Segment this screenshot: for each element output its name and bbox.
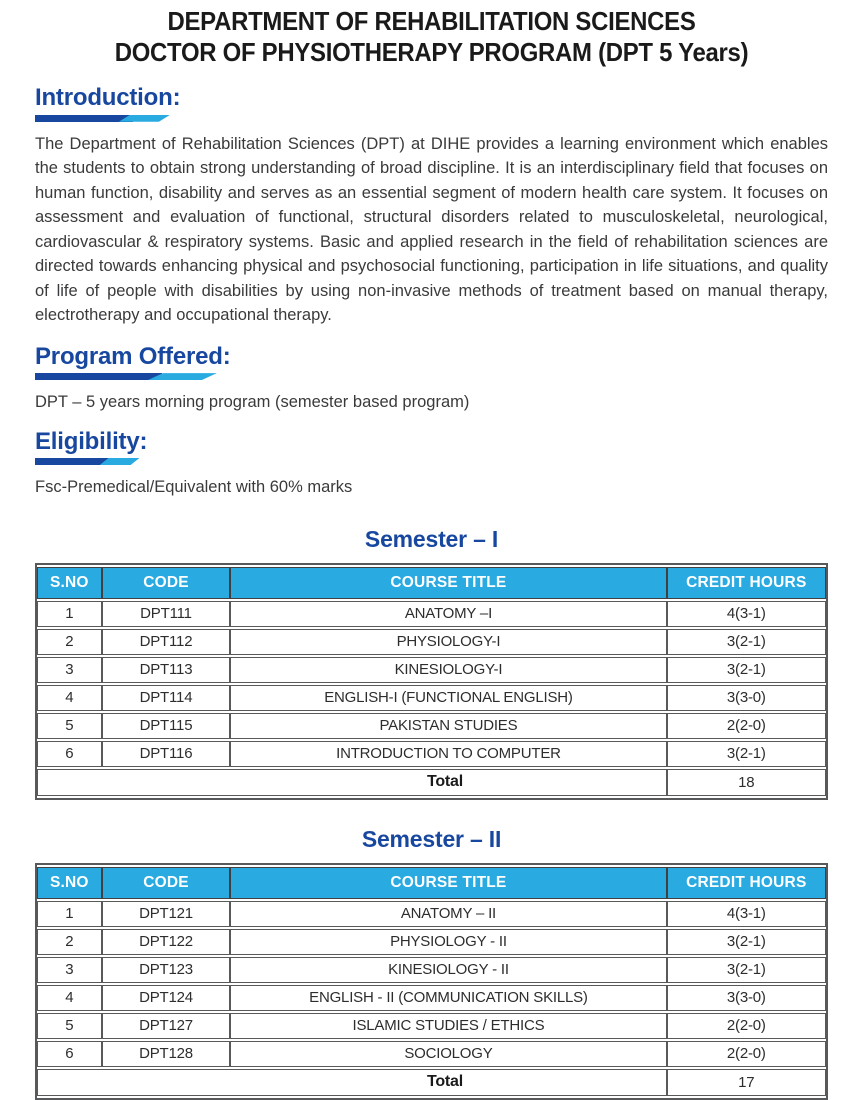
cell-course-title: INTRODUCTION TO COMPUTER — [230, 741, 666, 767]
table-header-row — [37, 567, 826, 599]
cell-credit-hours: 2(2-0) — [667, 1041, 826, 1067]
semester-1-table-frame — [35, 563, 828, 800]
table-row — [37, 601, 826, 627]
cell-code: DPT124 — [102, 985, 231, 1011]
cell-code: DPT123 — [102, 957, 231, 983]
cell-code: DPT115 — [102, 713, 231, 739]
section-introduction-header — [35, 85, 180, 121]
program-offered-underline-bar — [35, 373, 217, 380]
introduction-underline-bar — [35, 115, 170, 122]
table-row — [37, 929, 826, 955]
total-label: Total — [37, 1069, 667, 1096]
total-value: 18 — [667, 769, 826, 796]
eligibility-underline-bar — [35, 458, 139, 465]
semester-2-title: Semester – II — [361, 825, 502, 852]
cell-sno: 2 — [37, 629, 102, 655]
table-row — [37, 741, 826, 767]
cell-code: DPT121 — [102, 901, 231, 927]
cell-code: DPT122 — [102, 929, 231, 955]
cell-sno: 4 — [37, 985, 102, 1011]
semester-2-table — [37, 865, 826, 1098]
cell-course-title: KINESIOLOGY - II — [230, 957, 666, 983]
table-header-row — [37, 867, 826, 899]
table-row — [37, 1013, 826, 1039]
document-title — [35, 6, 828, 67]
header-sno: S.NO — [37, 567, 102, 599]
underline-dark-segment — [35, 373, 162, 380]
cell-credit-hours: 3(2-1) — [667, 629, 826, 655]
cell-sno: 3 — [37, 957, 102, 983]
total-label: Total — [37, 769, 667, 796]
cell-credit-hours: 3(2-1) — [667, 657, 826, 683]
cell-sno: 6 — [37, 741, 102, 767]
table-total-row — [37, 1069, 826, 1096]
program-offered-heading: Program Offered: — [35, 342, 231, 370]
table-row — [37, 685, 826, 711]
header-sno: S.NO — [37, 867, 102, 899]
header-course-title: COURSE TITLE — [230, 567, 666, 599]
total-value: 17 — [667, 1069, 826, 1096]
underline-dark-segment — [35, 115, 133, 122]
cell-code: DPT113 — [102, 657, 231, 683]
table-row — [37, 657, 826, 683]
cell-code: DPT116 — [102, 741, 231, 767]
cell-course-title: ENGLISH-I (FUNCTIONAL ENGLISH) — [230, 685, 666, 711]
section-program-offered-header — [35, 344, 231, 380]
header-credit-hours: CREDIT HOURS — [667, 867, 826, 899]
cell-course-title: PHYSIOLOGY - II — [230, 929, 666, 955]
cell-sno: 4 — [37, 685, 102, 711]
cell-code: DPT111 — [102, 601, 231, 627]
cell-code: DPT112 — [102, 629, 231, 655]
cell-credit-hours: 4(3-1) — [667, 601, 826, 627]
introduction-paragraph: The Department of Rehabilitation Sciences (DPT) at DIHE provides a learning environment which enables the students to obtain strong understanding of broad discipline. It is an interdisciplinary field that focuses on human function, disability and serves as an essential segment of modern health care system. It focuses on assessment and evaluation of functional, structural disorders related to musculoskeletal, neurological, cardiovascular & respiratory systems. Basic and applied research in the field of rehabilitation sciences are directed towards enhancing physical and psychosocial functioning, participation in life situations, and quality of life of people with disabilities by using non-invasive methods of treatment based on manual therapy, electrotherapy and occupational therapy. — [35, 134, 828, 325]
header-course-title: COURSE TITLE — [230, 867, 666, 899]
cell-credit-hours: 2(2-0) — [667, 1013, 826, 1039]
eligibility-heading: Eligibility: — [35, 427, 148, 455]
table-row — [37, 957, 826, 983]
document-title-line-2: DOCTOR OF PHYSIOTHERAPY PROGRAM (DPT 5 Years) — [114, 36, 749, 67]
cell-course-title: ENGLISH - II (COMMUNICATION SKILLS) — [230, 985, 666, 1011]
cell-sno: 2 — [37, 929, 102, 955]
cell-credit-hours: 3(2-1) — [667, 929, 826, 955]
cell-course-title: PHYSIOLOGY-I — [230, 629, 666, 655]
header-code: CODE — [102, 867, 231, 899]
cell-course-title: KINESIOLOGY-I — [230, 657, 666, 683]
cell-sno: 1 — [37, 901, 102, 927]
program-offered-text: DPT – 5 years morning program (semester based program) — [35, 393, 470, 412]
cell-sno: 5 — [37, 1013, 102, 1039]
cell-credit-hours: 3(3-0) — [667, 985, 826, 1011]
document-title-line-1: DEPARTMENT OF REHABILITATION SCIENCES — [167, 6, 696, 36]
table-total-row — [37, 769, 826, 796]
cell-credit-hours: 3(2-1) — [667, 741, 826, 767]
cell-code: DPT128 — [102, 1041, 231, 1067]
cell-credit-hours: 3(2-1) — [667, 957, 826, 983]
header-credit-hours: CREDIT HOURS — [667, 567, 826, 599]
cell-sno: 3 — [37, 657, 102, 683]
table-row — [37, 713, 826, 739]
cell-credit-hours: 3(3-0) — [667, 685, 826, 711]
header-code: CODE — [102, 567, 231, 599]
cell-course-title: PAKISTAN STUDIES — [230, 713, 666, 739]
cell-sno: 5 — [37, 713, 102, 739]
cell-code: DPT127 — [102, 1013, 231, 1039]
table-row — [37, 901, 826, 927]
cell-course-title: SOCIOLOGY — [230, 1041, 666, 1067]
cell-sno: 6 — [37, 1041, 102, 1067]
section-eligibility-header — [35, 429, 147, 465]
cell-code: DPT114 — [102, 685, 231, 711]
eligibility-text: Fsc-Premedical/Equivalent with 60% marks — [35, 478, 353, 497]
cell-credit-hours: 2(2-0) — [667, 713, 826, 739]
cell-credit-hours: 4(3-1) — [667, 901, 826, 927]
table-row — [37, 1041, 826, 1067]
semester-1-title: Semester – I — [364, 525, 499, 552]
introduction-heading: Introduction: — [35, 84, 181, 112]
cell-sno: 1 — [37, 601, 102, 627]
semester-1-table — [37, 565, 826, 798]
semester-2-table-frame — [35, 863, 828, 1100]
cell-course-title: ANATOMY –I — [230, 601, 666, 627]
table-row — [37, 985, 826, 1011]
table-row — [37, 629, 826, 655]
cell-course-title: ISLAMIC STUDIES / ETHICS — [230, 1013, 666, 1039]
cell-course-title: ANATOMY – II — [230, 901, 666, 927]
